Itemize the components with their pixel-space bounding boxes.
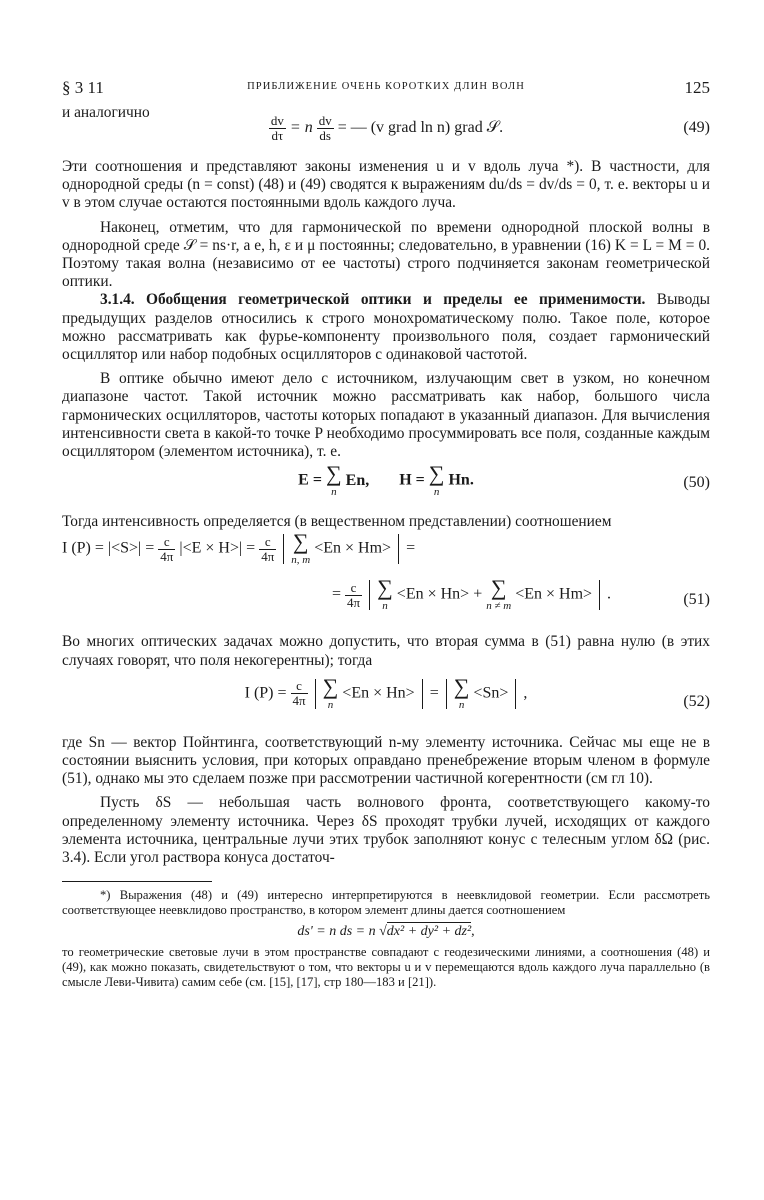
paragraph-4: В оптике обычно имеют дело с источником, излучающим свет в узком, но конечном диапазоне частот. Такой источник можно рассматривать как набор, большого числа гармонических осцилляторов, частоты которых попадают в указанный диапазон. Для вычисления интенсивности света в какой-то точке P необходимо просуммировать все поля, созданные каждым осциллятором (элементом источника), т. е. [62,370,710,461]
footnote-formula-lhs: ds' = n ds = n [297,923,380,939]
eq49-n: = n [289,119,313,137]
eq51-mid: |<E × H>| = [179,540,260,558]
section-heading-3-1-4: 3.1.4. Обобщения геометрической оптики и пределы ее применимости. [100,291,646,309]
eq50-term2: Hn. [448,471,474,489]
eq51-sum-nm-sub: n, m [291,554,311,567]
paragraph-6: Во многих оптических задачах можно допустить, что вторая сумма в (51) равна нулю (в этих случаях говорят, что поля некогерентны); тогда [62,633,710,669]
eq52-c: c [291,679,308,694]
page-header [62,72,710,106]
page-number: 125 [684,78,710,97]
equation-49 [62,106,710,150]
eq52-eq: = [429,684,439,702]
equation-49-lead: и аналогично [62,104,150,121]
eq51-line1-end: = [406,540,416,558]
equation-51-line-1: I (P) = |<S>| = $\frac{c}{4\pi}$ |<E × H>| = $\frac{c}{4\pi}$ ∑ n, m <En × Hm> = [62,529,416,567]
paragraph-3 [62,291,710,364]
paragraph-7: где Sn — вектор Пойнтинга, соответствующий n-му элементу источника. Сейчас мы еще не в состоянии выяснить условия, при которых оправдано пренебрежение вторым членом в формуле (51), однако мы это сделаем позже при рассмотрении частичной когерентности (см гл 10). [62,733,710,788]
equation-51-number: (51) [683,591,710,609]
equation-50: E = ∑ n En, H = ∑ n Hn. (50) [298,461,710,499]
footnote-rule [62,881,212,882]
eq49-frac2-den: ds [319,128,331,143]
running-title: ПРИБЛИЖЕНИЕ ОЧЕНЬ КОРОТКИХ ДЛИН ВОЛН [247,81,525,92]
eq50-lhs1: E = [298,471,326,489]
paragraph-1: Эти соотношения и представляют законы изменения u и v вдоль луча *). В частности, для однородной среды (n = const) (48) и (49) сводятся к выражениям du/ds = dv/ds = 0, т. е. векторы u и v в этом случае остаются постоянными вдоль каждого луча. [62,158,710,212]
eq50-lhs2: H = [399,471,429,489]
eq52-term1: <En × Hn> [342,684,415,702]
paragraph-2: Наконец, отметим, что для гармонической по времени однородной плоской волны в однородной среде 𝒮 = ns·r, а e, h, ε и μ постоянны; следовательно, в уравнении (16) K = L = M = 0. Поэтому такая волна (независимо от ее частоты) строго подчиняется законам геометрической оптики. [62,218,710,291]
eq52-term2: <Sn> [473,684,509,702]
eq51-c-3: c [345,581,362,596]
eq49-frac1-num: dv [270,113,284,128]
eq50-sum1-sub: n [331,486,337,499]
equation-50-number: (50) [683,474,710,492]
footnote-formula-root: dx² + dy² + dz² [386,923,472,939]
footnote-formula: ds' = n ds = n √dx² + dy² + dz², [297,923,475,939]
eq51-4pi: 4π [160,548,174,564]
page [62,72,710,990]
footnote-formula-end: , [471,923,475,939]
equation-52-number: (52) [683,692,710,710]
eq52-sum2-sub: n [458,698,465,711]
eq51-line2-end: . [607,586,612,604]
equation-52: I (P) = $\frac{c}{4\pi}$ ∑ n <En × Hn> = ∑ n <Sn> , (52) [244,673,710,711]
eq51-sum-neq-sub: n ≠ m [486,600,512,613]
paragraph-5: Тогда интенсивность определяется (в вещественном представлении) соотношением [62,513,612,531]
eq51-4pi-2: 4π [261,548,275,564]
eq51-term-nn: <En × Hn> + [396,586,487,604]
section-label: § 3 11 [62,78,104,97]
eq50-term1: En, [345,471,370,489]
eq51-4pi-3: 4π [347,594,361,610]
eq51-lhs: I (P) = |<S>| = [62,540,159,558]
eq51-term-nm: <En × Hm> [314,540,392,558]
equation-49-number: (49) [683,119,710,136]
paragraph-3-text: Выводы предыдущих разделов относились к строго монохроматическому полю. Такое поле, которое можно рассматривать как фурье-компоненту произвольного поля, создает гармонический осциллятор или набор подобных осцилляторов с одинаковой частотой. [62,291,710,364]
paragraph-8: Пусть δS — небольшая часть волнового фронта, соответствующего какому-то определенному элементу источника. Через δS проходят трубки лучей, исходящих от каждого элемента источника, центральные лучи этих трубок заполняют конус с телесным углом δΩ (рис. 3.4). Если угол раствора конуса достаточ- [62,794,710,867]
equation-51-line-2: = $\frac{c}{4\pi}$ ∑ n <En × Hn> + ∑ n ≠ m <En × Hm> . (51) [332,575,710,613]
eq52-sum1-sub: n [327,698,334,711]
eq52-end: , [523,684,528,702]
eq51-sum-n-sub: n [382,600,388,613]
eq49-rhs: = — (v grad ln n) grad 𝒮. [337,119,504,137]
eq51-term-neq: <En × Hm> [515,586,593,604]
footnote-text-2: то геометрические световые лучи в этом пространстве совпадают с геодезическими линиями, а соотношения (48) и (49), как можно показать, свидетельствуют о том, что векторы u и v перемещаются вдоль каждого луча параллельно (в смысле Леви-Чивита) самим себе (см. [15], [17], стр 180—183 и [21]). [62,944,710,990]
eq51-c: c [158,535,175,550]
eq51-c-2: c [259,535,276,550]
footnote-text-1: *) Выражения (48) и (49) интересно интерпретируются в неевклидовой геометрии. Если рассмотреть соответствующее неевклидово пространство, в котором элемент длины дается соотношением [62,888,710,918]
eq52-4pi: 4π [292,693,306,709]
eq49-frac1-den: dτ [271,128,284,143]
eq50-sum2-sub: n [433,486,440,499]
eq49-frac2-num: dv [318,113,332,128]
footnote [62,888,710,990]
eq52-lhs: I (P) = [244,684,291,702]
